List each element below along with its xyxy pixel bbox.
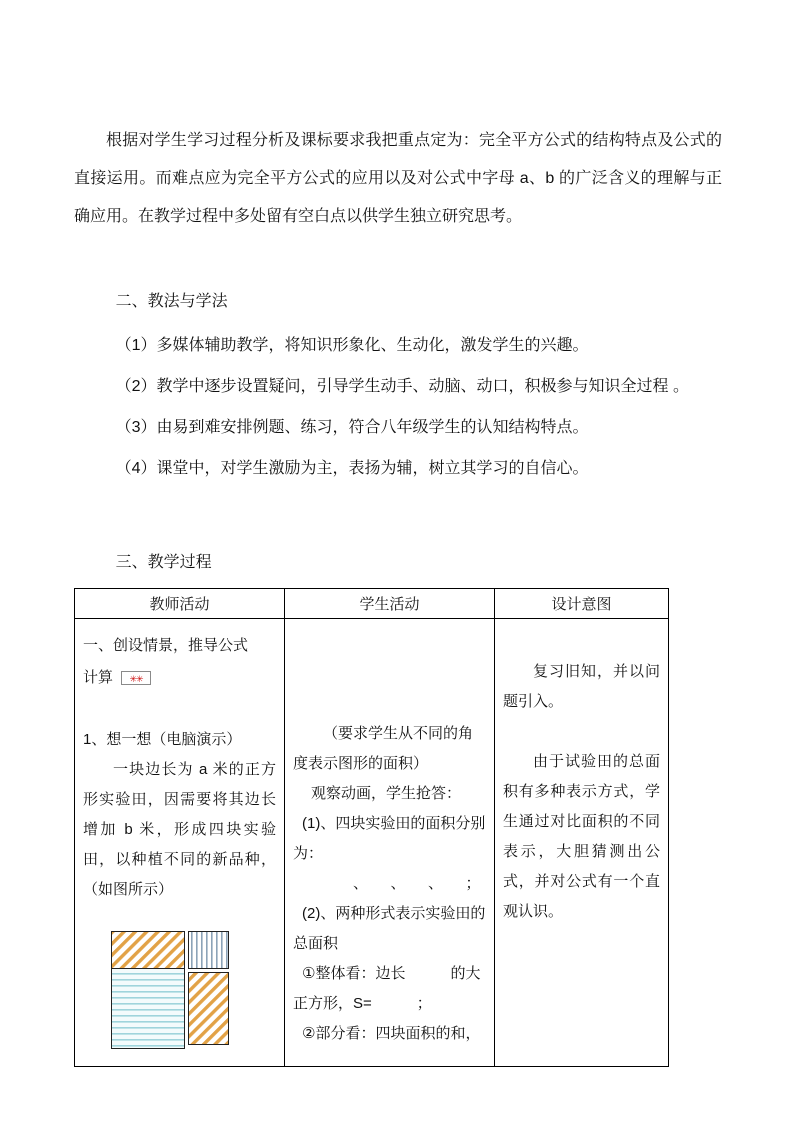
teacher-paragraph: 一块边长为 a 米的正方形实验田，因需要将其边长增加 b 米，形成四块实验田，以种植不同的新品种，（如图所示） — [83, 761, 276, 898]
design-intent-cell — [495, 619, 669, 1067]
student-line-7: ②部分看：四块面积的和， — [302, 1025, 481, 1042]
region-bottom-left-horizontal — [112, 969, 185, 1049]
student-line-2: 观察动画，学生抢答： — [311, 785, 462, 802]
intro-paragraph: 根据对学生学习过程分析及课标要求我把重点定为：完全平方公式的结构特点及公式的直接运用。而难点应为完全平方公式的应用以及对公式中字母 a、b 的广泛含义的理解与正确应用。在教学过程中多处留有空白点以供学生独立研究思考。 — [74, 132, 722, 225]
region-top-left-stripes — [112, 932, 185, 969]
section2-heading: 二、教法与学法 — [115, 293, 228, 310]
student-activity-cell — [285, 619, 495, 1067]
method-item-2: （2）教学中逐步设置疑问，引导学生动手、动脑、动口，积极参与知识全过程 。 — [115, 378, 689, 395]
table-header-row — [75, 589, 669, 619]
teaching-process-table — [74, 588, 669, 1067]
equation-placeholder-image — [121, 671, 151, 685]
diagram-container — [111, 931, 276, 1060]
section3-heading: 三、教学过程 — [115, 554, 212, 571]
method-item-4: （4）课堂中，对学生激励为主，表扬为辅，树立其学习的自信心。 — [115, 460, 589, 477]
col-header-student-activity: 学生活动 — [285, 589, 495, 619]
region-bottom-right-stripes — [189, 973, 229, 1045]
think-prompt: 1、想一想（电脑演示） — [83, 731, 242, 748]
student-line-6: ①整体看：边长 的大正方形，S= ； — [293, 965, 481, 1012]
student-line-1: （要求学生从不同的角度表示图形的面积） — [293, 725, 474, 772]
student-line-5: (2)、两种形式表示实验田的总面积 — [293, 905, 486, 952]
calc-label: 计算 — [83, 669, 114, 686]
method-list — [74, 325, 722, 489]
teacher-section-title: 一、创设情景，推导公式 — [83, 637, 249, 654]
calc-line — [83, 663, 276, 693]
design-paragraph-1: 复习旧知，并以问题引入。 — [503, 663, 660, 710]
equation-glyph: ✳✳ — [129, 674, 143, 684]
col-header-design-intent: 设计意图 — [495, 589, 669, 619]
table-body-row — [75, 619, 669, 1067]
region-top-right-vertical — [189, 932, 229, 969]
student-line-4-blanks: 、 、 、 ； — [353, 875, 481, 892]
student-line-3: (1)、四块实验田的面积分别为： — [293, 815, 486, 862]
experiment-field-diagram — [111, 931, 229, 1049]
teacher-activity-cell — [75, 619, 285, 1067]
col-header-teacher-activity: 教师活动 — [75, 589, 285, 619]
design-paragraph-2: 由于试验田的总面积有多种表示方式，学生通过对比面积的不同表示，大胆猜测出公式，并对公式有一个直观认识。 — [503, 753, 660, 920]
method-item-3: （3）由易到难安排例题、练习，符合八年级学生的认知结构特点。 — [115, 419, 589, 436]
method-item-1: （1）多媒体辅助教学，将知识形象化、生动化，激发学生的兴趣。 — [115, 337, 589, 354]
